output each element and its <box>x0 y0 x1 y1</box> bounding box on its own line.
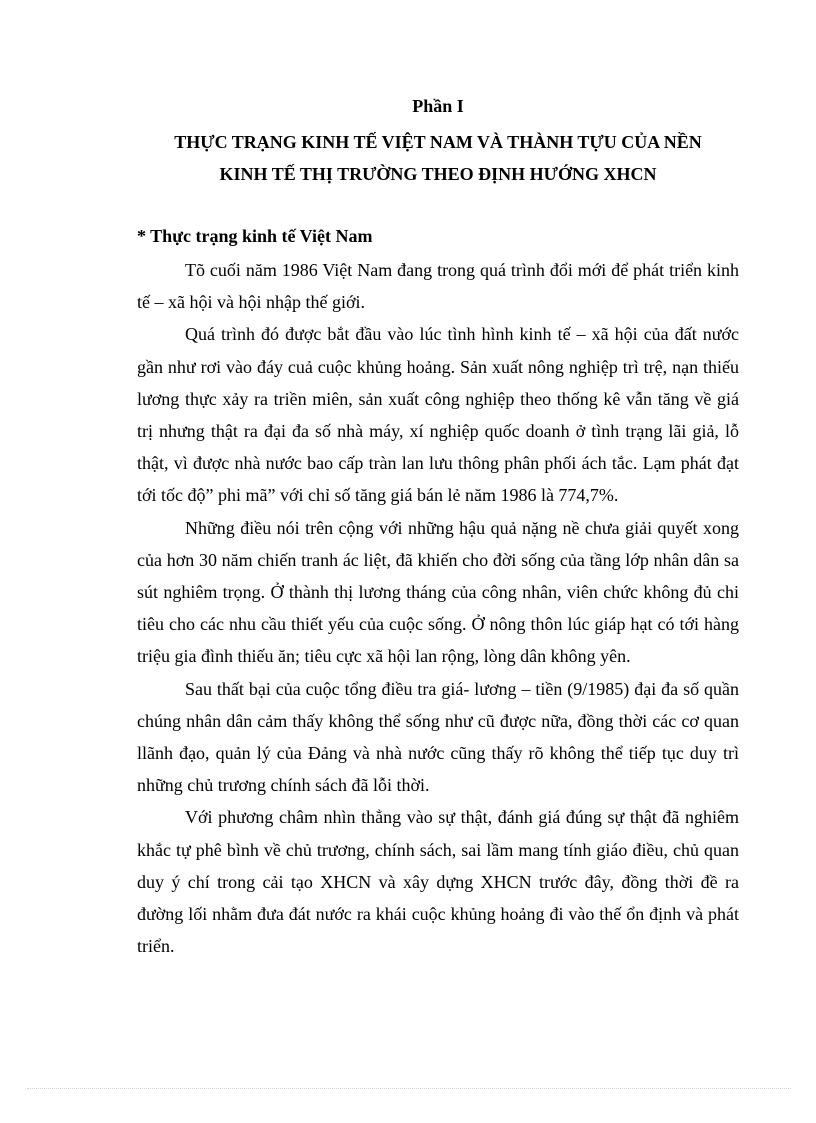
page-footer-divider <box>27 1088 791 1089</box>
paragraph: Quá trình đó được bắt đầu vào lúc tình hình kinh tế – xã hội của đất nước gần như rơi vào đáy cuả cuộc khủng hoảng. Sản xuất nông nghiệp trì trệ, nạn thiếu lương thực xảy ra triền miên, sản xuất công nghiệp theo thống kê vẫn tăng về giá trị nhưng thật ra đại đa số nhà máy, xí nghiệp quốc doanh ở tình trạng lãi giả, lỗ thật, vì được nhà nước bao cấp tràn lan lưu thông phân phối ách tắc. Lạm phát đạt tới tốc độ” phi mã” với chỉ số tăng giá bán lẻ năm 1986 là 774,7%. <box>137 324 739 506</box>
part-label: Phần I <box>412 96 464 116</box>
title-line-2: KINH TẾ THỊ TRƯỜNG THEO ĐỊNH HƯỚNG XHCN <box>219 164 657 184</box>
paragraph: Tõ cuối năm 1986 Việt Nam đang trong quá trình đổi mới để phát triển kinh tế – xã hội và hội nhập thế giới. <box>137 260 739 313</box>
section-heading: * Thực trạng kinh tế Việt Nam <box>137 226 373 246</box>
page-title <box>100 126 776 190</box>
title-line-1: THỰC TRẠNG KINH TẾ VIỆT NAM VÀ THÀNH TỰU CỦA NỀN <box>174 132 702 152</box>
paragraph: Với phương châm nhìn thẳng vào sự thật, đánh giá đúng sự thật đã nghiêm khắc tự phê bình về chủ trương, chính sách, sai lầm mang tính giáo điều, chủ quan duy ý chí trong cải tạo XHCN và xây dựng XHCN trước đây, đồng thời đề ra đường lối nhằm đưa đát nước ra khái cuộc khủng hoảng đi vào thế ổn định và phát triển. <box>137 807 739 957</box>
body-text <box>137 254 739 962</box>
paragraph: Sau thất bại của cuộc tổng điều tra giá- lương – tiền (9/1985) đại đa số quần chúng nhân dân cảm thấy không thể sống như cũ được nữa, đồng thời các cơ quan llãnh đạo, quản lý của Đảng và nhà nước cũng thấy rõ không thể tiếp tục duy trì những chủ trương chính sách đã lỗi thời. <box>137 678 739 796</box>
paragraph: Những điều nói trên cộng với những hậu quả nặng nề chưa giải quyết xong của hơn 30 năm chiến tranh ác liệt, đã khiến cho đời sống của tầng lớp nhân dân sa sút nghiêm trọng. Ở thành thị lương tháng của công nhân, viên chức không đủ chi tiêu cho các nhu cầu thiết yếu của cuộc sống. Ở nông thôn lúc giáp hạt có tới hàng triệu gia đình thiếu ăn; tiêu cực xã hội lan rộng, lòng dân không yên. <box>137 517 739 667</box>
